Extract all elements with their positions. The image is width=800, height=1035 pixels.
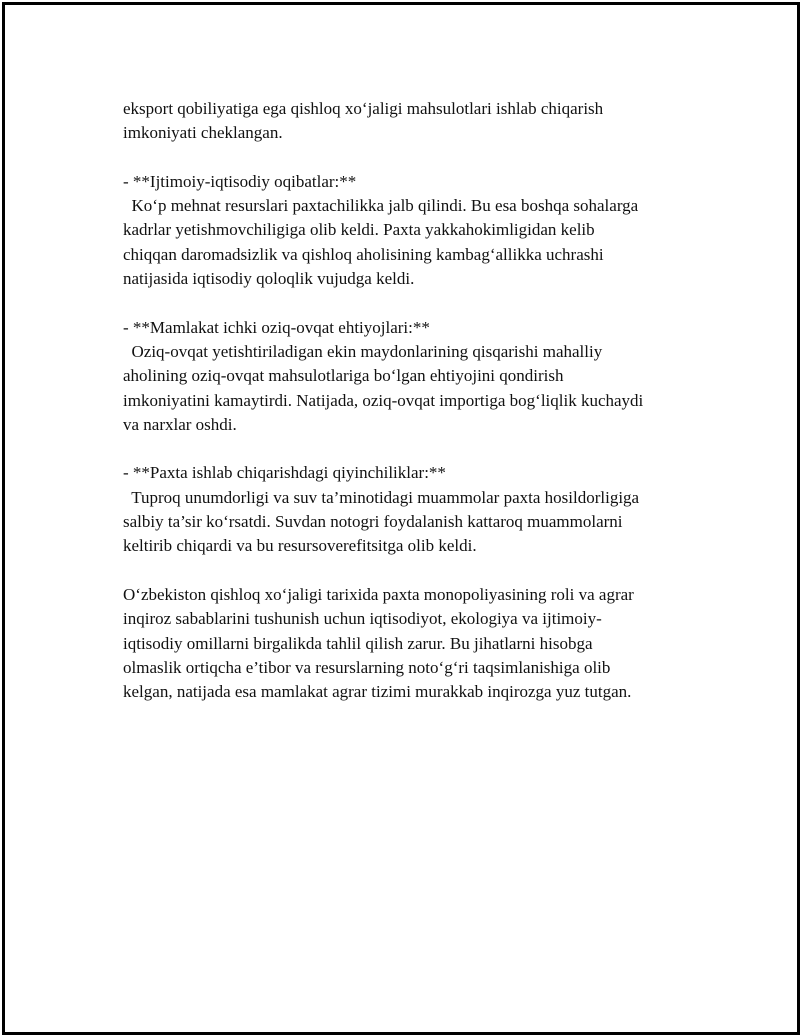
text-line: iqtisodiy omillarni birgalikda tahlil qilish zarur. Bu jihatlarni hisobga bbox=[123, 633, 593, 653]
text-line: eksport qobiliyatiga ega qishloq xo‘jaligi mahsulotlari ishlab chiqarish bbox=[123, 99, 604, 118]
text-line: Ko‘p mehnat resurslari paxtachilikka jalb qilindi. Bu esa boshqa sohalarga bbox=[123, 196, 639, 216]
text-line: imkoniyati cheklangan. bbox=[123, 123, 283, 143]
text-line: keltirib chiqardi va bu resursoverefitsitga olib keldi. bbox=[123, 536, 477, 556]
text-line: aholining oziq-ovqat mahsulotlariga bo‘lgan ehtiyojini qondirish bbox=[123, 366, 564, 386]
text-line: chiqqan daromadsizlik va qishloq aholisining kambag‘allikka uchrashi bbox=[123, 244, 604, 264]
paragraph-conclusion bbox=[123, 583, 693, 704]
text-line: salbiy ta’sir ko‘rsatdi. Suvdan notogri foydalanish kattaroq muammolarni bbox=[123, 512, 623, 532]
paragraph-cotton-production-difficulties bbox=[123, 461, 693, 558]
text-line: Tuproq unumdorligi va suv ta’minotidagi muammolar paxta hosildorligiga bbox=[123, 487, 640, 507]
text-line: O‘zbekiston qishloq xo‘jaligi tarixida paxta monopoliyasining roli va agrar bbox=[123, 584, 634, 604]
text-line: kelgan, natijada esa mamlakat agrar tizimi murakkab inqirozga yuz tutgan. bbox=[123, 682, 632, 702]
text-line: olmaslik ortiqcha e’tibor va resurslarning noto‘g‘ri taqsimlanishiga olib bbox=[123, 657, 611, 677]
section-heading-line: - **Paxta ishlab chiqarishdagi qiyinchiliklar:** bbox=[123, 463, 446, 483]
document-body bbox=[123, 97, 693, 704]
text-line: imkoniyatini kamaytirdi. Natijada, oziq-ovqat importiga bog‘liqlik kuchaydi bbox=[123, 390, 644, 410]
page-frame bbox=[2, 2, 800, 1035]
paragraph-intro-continuation bbox=[123, 97, 693, 146]
text-line: Oziq-ovqat yetishtiriladigan ekin maydonlarining qisqarishi mahalliy bbox=[123, 341, 603, 361]
section-heading-line: - **Mamlakat ichki oziq-ovqat ehtiyojlari:** bbox=[123, 317, 430, 337]
text-line: kadrlar yetishmovchiligiga olib keldi. Paxta yakkahokimligidan kelib bbox=[123, 220, 595, 240]
paragraph-socioeconomic-consequences bbox=[123, 170, 693, 291]
text-line: natijasida iqtisodiy qoloqlik vujudga keldi. bbox=[123, 269, 415, 289]
text-line: inqiroz sabablarini tushunish uchun iqtisodiyot, ekologiya va ijtimoiy- bbox=[123, 609, 602, 629]
text-line: va narxlar oshdi. bbox=[123, 414, 237, 434]
paragraph-domestic-food-needs bbox=[123, 316, 693, 437]
section-heading-line: - **Ijtimoiy-iqtisodiy oqibatlar:** bbox=[123, 171, 357, 191]
